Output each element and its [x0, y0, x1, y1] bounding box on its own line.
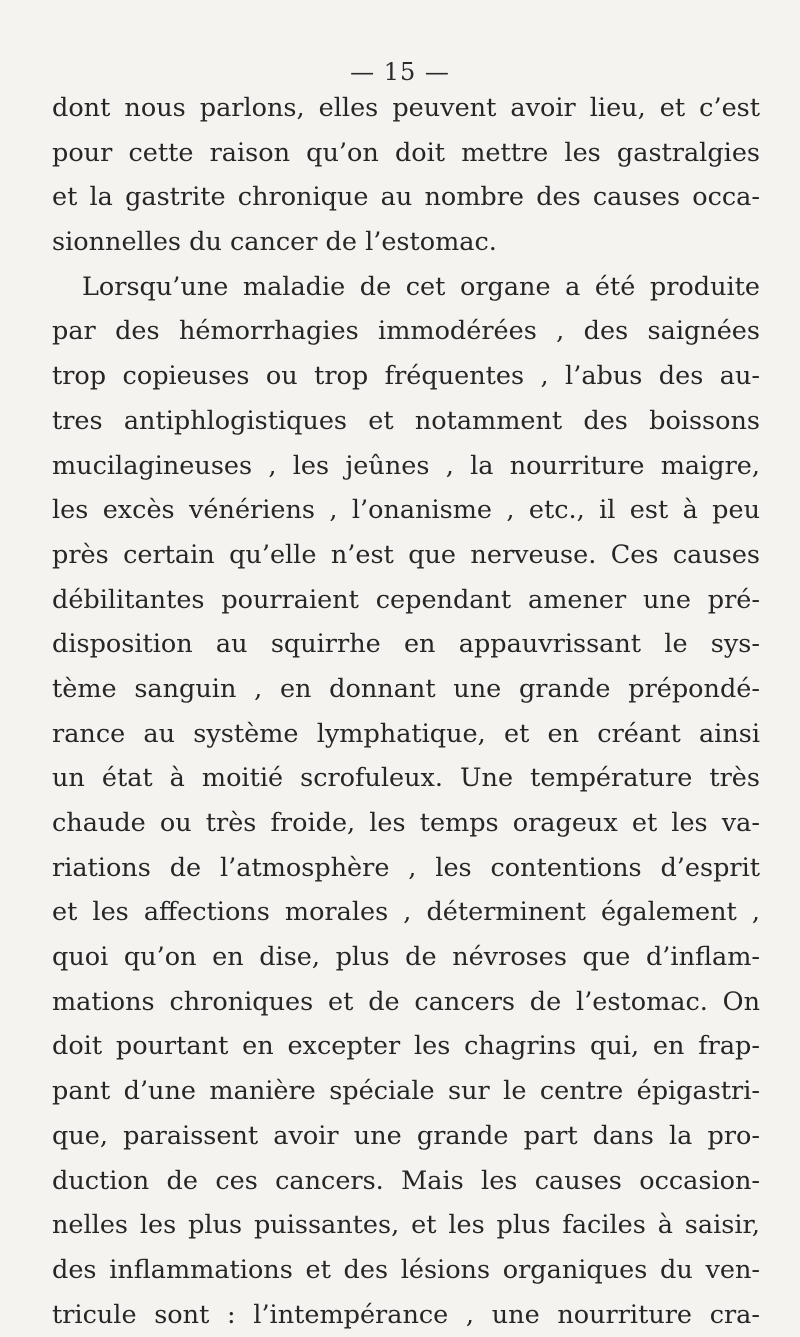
text-line: riations de l’atmosphère , les contentions d’esprit [52, 852, 760, 883]
text-line: tème sanguin , en donnant une grande prépondé- [52, 673, 760, 704]
text-line: chaude ou très froide, les temps orageux et les va- [52, 808, 760, 838]
text-line: près certain qu’elle n’est que nerveuse. Ces causes [52, 539, 760, 570]
text-line: rance au système lymphatique, et en créant ainsi [52, 718, 760, 749]
page-number: — 15 — [350, 58, 450, 86]
text-line: doit pourtant en excepter les chagrins qui, en frap- [52, 1031, 760, 1062]
text-line: mations chroniques et de cancers de l’estomac. On [52, 986, 760, 1017]
text-line: disposition au squirrhe en appauvrissant le sys- [52, 629, 760, 660]
text-line: pour cette raison qu’on doit mettre les gastralgies [52, 137, 760, 168]
text-line: par des hémorrhagies immodérées , des saignées [52, 316, 760, 347]
text-line: et la gastrite chronique au nombre des causes occa- [52, 182, 760, 213]
text-line: un état à moitié scrofuleux. Une température très [52, 763, 760, 794]
text-line: des inflammations et des lésions organiques du ven- [52, 1254, 760, 1285]
page-text [52, 86, 760, 1337]
text-line: duction de ces cancers. Mais les causes occasion- [52, 1165, 760, 1196]
text-line: débilitantes pourraient cependant amener une pré- [52, 584, 760, 615]
text-line: que, paraissent avoir une grande part dans la pro- [52, 1120, 760, 1151]
text-line: les excès vénériens , l’onanisme , etc., il est à peu [52, 495, 760, 526]
text-line: dont nous parlons, elles peuvent avoir lieu, et c’est [52, 93, 760, 123]
text-line: nelles les plus puissantes, et les plus faciles à saisir, [52, 1210, 760, 1241]
text-line: tricule sont : l’intempérance , une nourriture cra- [52, 1299, 760, 1330]
text-line: tres antiphlogistiques et notamment des boissons [52, 405, 760, 436]
text-line: et les affections morales , déterminent également , [52, 897, 760, 928]
text-line: trop copieuses ou trop fréquentes , l’abus des au- [52, 361, 760, 392]
text-line: Lorsqu’une maladie de cet organe a été produite [82, 271, 760, 302]
text-line: sionnelles du cancer de l’estomac. [52, 227, 497, 258]
text-line: quoi qu’on en dise, plus de névroses que d’inflam- [52, 942, 760, 973]
text-line: pant d’une manière spéciale sur le centre épigastri- [52, 1076, 760, 1107]
text-line: mucilagineuses , les jeûnes , la nourriture maigre, [52, 450, 760, 481]
